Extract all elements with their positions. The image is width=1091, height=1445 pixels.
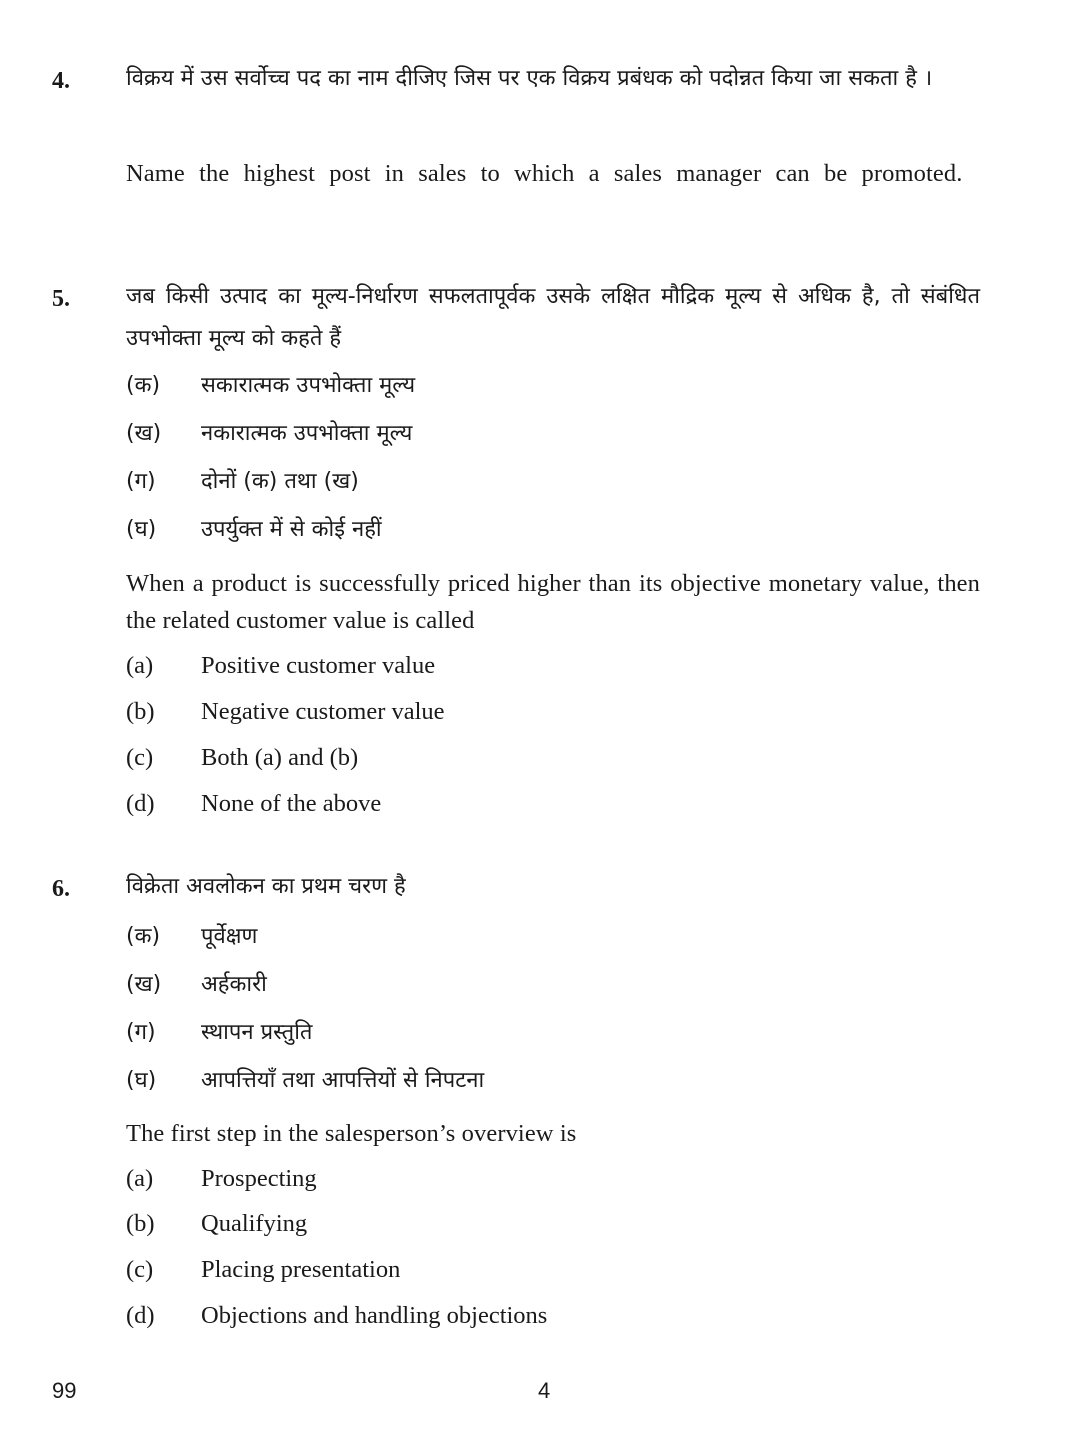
option-hindi [126,965,980,1005]
page-number: 4 [538,1378,551,1403]
option-text: नकारात्मक उपभोक्ता मूल्य [201,421,413,446]
option-english [126,738,980,778]
option-english [126,1296,980,1336]
option-label: (घ) [126,517,157,542]
question-number: 5. [52,286,70,312]
question-text-hindi: जब किसी उत्पाद का मूल्य-निर्धारण सफलतापूर्वक उसके लक्षित मौद्रिक मूल्य से अधिक है, तो संबंधित उपभोक्ता मूल्य को कहते हैं [126,284,980,351]
option-text: सकारात्मक उपभोक्ता मूल्य [201,373,416,398]
option-text: Both (a) and (b) [201,744,359,771]
option-english [126,1250,980,1290]
question-number: 6. [52,876,70,902]
question-text-english: Name the highest post in sales to which a sales manager can be promoted. [126,160,963,187]
option-text: अर्हकारी [201,972,267,997]
option-label: (a) [126,1165,154,1192]
option-text: Negative customer value [201,698,445,725]
question-text-hindi: विक्रय में उस सर्वोच्च पद का नाम दीजिए जिस पर एक विक्रय प्रबंधक को पदोन्नत किया जा सकता है । [126,66,933,91]
option-label: (c) [126,744,154,771]
option-hindi [126,1013,980,1053]
option-text: Qualifying [201,1210,308,1237]
option-label: (क) [126,924,161,949]
option-hindi [126,917,980,957]
option-hindi [126,414,980,454]
option-text: Prospecting [201,1165,317,1192]
option-label: (c) [126,1256,154,1283]
option-text: None of the above [201,790,382,817]
option-english [126,646,980,686]
option-hindi [126,366,980,406]
option-label: (a) [126,652,154,679]
option-hindi [126,462,980,502]
option-label: (ख) [126,421,162,446]
question-text-english: The first step in the salesperson’s overview is [126,1120,577,1147]
option-english [126,1159,980,1199]
option-label: (ग) [126,1020,156,1045]
option-label: (d) [126,790,155,817]
option-text: दोनों (क) तथा (ख) [201,469,359,494]
option-label: (घ) [126,1068,157,1093]
option-english [126,1204,980,1244]
option-text: उपर्युक्त में से कोई नहीं [201,517,382,542]
option-text: आपत्तियाँ तथा आपत्तियों से निपटना [201,1068,485,1093]
question-text-hindi: विक्रेता अवलोकन का प्रथम चरण है [126,874,406,899]
option-text: Objections and handling objections [201,1302,548,1329]
option-label: (क) [126,373,161,398]
paper-code: 99 [52,1378,77,1403]
option-hindi [126,1061,980,1101]
question-number: 4. [52,68,70,94]
option-label: (ग) [126,469,156,494]
question-text-english: When a product is successfully priced higher than its objective monetary value, then the related customer value is called [126,570,980,634]
option-label: (ख) [126,972,162,997]
option-hindi [126,510,980,550]
option-english [126,692,980,732]
option-label: (b) [126,698,155,725]
option-text: पूर्वेक्षण [201,924,258,949]
option-text: स्थापन प्रस्तुति [201,1020,313,1045]
option-text: Placing presentation [201,1256,401,1283]
option-english [126,784,980,824]
option-text: Positive customer value [201,652,436,679]
option-label: (b) [126,1210,155,1237]
option-label: (d) [126,1302,155,1329]
